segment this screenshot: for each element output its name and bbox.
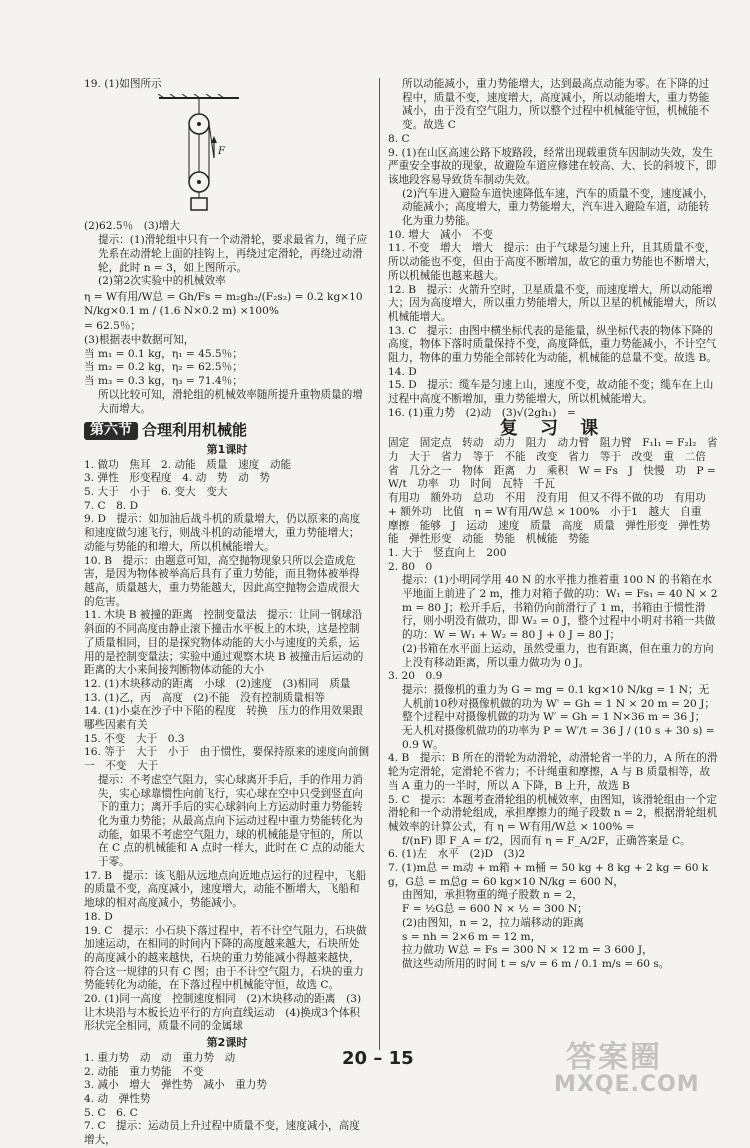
- svg-text:F: F: [218, 145, 225, 157]
- review-item-11: 6. (1)左 水平 (2)D (3)2: [388, 848, 526, 861]
- watermark-logo: [548, 1032, 744, 1102]
- l1-item-16: 19. C 提示：小石块下落过程中，若不计空气阻力，石块做加速运动，在相同的时间内下降的高度越来越大，石块所处的高度减小的越来越快，石块的重力势能减小得越来越快，符合这一规律的只有 C 图；由于不计空气阻力，石块的重力势能转化为动能，在下落过程中机械能守恒，故选 C。: [84, 924, 367, 992]
- q19-heading: 19. (1)如图所示: [84, 78, 162, 90]
- r-item-2: 8. C: [388, 132, 410, 145]
- q19-line-8: 当 m₂ = 0.2 kg，η₂ = 62.5％；: [84, 361, 243, 374]
- review-item-2: 2. 80 0: [388, 560, 433, 573]
- section-badge: 第六节: [84, 422, 138, 440]
- l1-item-15: 18. D: [84, 910, 113, 923]
- l2-item-4: 4. 动 弹性势: [84, 1093, 151, 1105]
- l1-item-3: 5. 大于 小于 6. 变大 变大: [84, 486, 228, 499]
- section-heading: [84, 422, 370, 440]
- q19-line-2: 提示：(1)滑轮组中只有一个动滑轮，要求最省力，绳子应先系在动滑轮上面的挂钩上，再绕过定滑轮，再绕过动滑轮，此时 n = 3，如上图所示。: [98, 234, 368, 274]
- review-item-18: 做这些动所用的时间 t = s/v = 6 m / 0.1 m/s = 60 s。: [402, 958, 670, 970]
- q19-line-7: 当 m₁ = 0.1 kg，η₁ = 45.5％；: [84, 347, 243, 360]
- review-summary-2: 有用功 额外功 总功 不用 没有用 但又不得不做的功 有用功 + 额外功 比值 η = W有用/W总 × 100% 小于1 越大 自重 摩擦 能够 J 运动 速度 质量 高度 质量 弹性形变 弹性势能 弹性形变 动能 势能 机械能 势能: [388, 492, 713, 546]
- l1-item-5: 9. D 提示：如加油后战斗机的质量增大，仍以原来的高度和速度做匀速飞行，则战斗机的动能增大，重力势能增大；动能与势能的和增大，所以机械能增大。: [84, 513, 361, 553]
- column-divider: [379, 78, 380, 1050]
- r-item-10: 15. D 提示：缆车是匀速上山，速度不变，故动能不变；缆车在上山过程中高度不断增加，重力势能增大，所以机械能增大。: [388, 379, 714, 406]
- q19-line-6: (3)根据表中数据可知，: [84, 334, 195, 347]
- l1-item-17: 20. (1)同一高度 控制速度相同 (2)木块移动的距离 (3)让木块沿与木板长边平行的方向直线运动 (4)换成3个体积形状完全相同，质量不同的金属球: [84, 993, 362, 1033]
- q19-line-1: (2)62.5％ (3)增大: [84, 220, 180, 233]
- l1-item-4: 7. C 8. D: [84, 499, 139, 512]
- l1-item-11: 15. 不变 大于 0.3: [84, 732, 185, 745]
- l1-item-7: 11. 木块 B 被撞的距离 控制变量法 提示：让同一钢球沿斜面的不同高度由静止滚下撞击水平板上的木块，这是控制了质量相同，目的是探究物体动能的大小与速度的关系，运用的是控制变量法；实验中通过观察木块 B 被撞击后运动的距离的大小来间接判断物体动能的大小: [84, 609, 364, 677]
- review-item-15: (2)由图知，n = 2，拉力端移动的距离: [402, 916, 584, 929]
- review-title: 复 习 课: [499, 417, 607, 439]
- q19-line-5: = 62.5％；: [84, 320, 142, 333]
- r-item-4: (2)汽车进入避险车道快速降低车速，汽车的质量不变，速度减小，动能减小；高度增大，重力势能增大，汽车进入避险车道，动能转化为重力势能。: [402, 187, 714, 228]
- right-column: [388, 78, 718, 972]
- watermark-line-2: MXQE.COM: [554, 1072, 700, 1097]
- r-item-6: 11. 不变 增大 增大 提示：由于气球是匀速上升，且其质量不变，所以动能也不变，但由于高度不断增加，故它的重力势能也不断增大，所以机械能也越来越大。: [388, 242, 717, 282]
- review-item-1: 1. 大于 竖直向上 200: [388, 546, 507, 559]
- r-item-3: 9. (1)在山区高速公路下坡路段，经常出现载重货车因制动失效，发生严重安全事故的现象，故避险车道应修建在较高、大、长的斜坡下，即该地段容易导致货车制动失效。: [388, 146, 717, 186]
- q19-line-10: 所以比较可知，滑轮组的机械效率随所提升重物质量的增大而增大。: [98, 388, 363, 415]
- l2-item-3: 3. 减小 增大 弹性势 减小 重力势: [84, 1079, 267, 1092]
- review-item-14: F = ½G总 = 600 N × ½ = 300 N；: [402, 903, 588, 916]
- review-item-5: 3. 20 0.9: [388, 670, 443, 683]
- l1-item-10: 14. (1)小桌在沙子中下陷的程度 转换 压力的作用效果跟哪些因素有关: [84, 705, 363, 732]
- l1-item-6: 10. B 提示：由题意可知，高空抛物现象只所以会造成危害，是因为物体被举高后具有了重力势能，而且物体被举得越高，质量越大，重力势能越大，因此高空抛物会造成很大的危害。: [84, 554, 360, 608]
- section-title: 合理利用机械能: [142, 421, 248, 440]
- r-item-9: 14. D: [388, 365, 417, 378]
- review-item-10: f/(nF) 即 F_A = f/2，因而有 η = F_A/2F，正确答案是 C。: [402, 834, 691, 847]
- l1-item-2: 3. 弹性 形变程度 4. 动 势 动 势: [84, 472, 270, 485]
- l2-item-6: 7. C 提示：运动员上升过程中质量不变，速度减小，高度增大，: [84, 1120, 360, 1147]
- review-item-9: 5. C 提示：本题考查滑轮组的机械效率，由图知，该滑轮组由一个定滑轮和一个动滑轮组成，承担摩擦力的绳子段数 n = 2，根据滑轮组机械效率的计算公式，有 η = W有用/W总 × 100% =: [388, 793, 718, 833]
- review-summary-1: 固定 固定点 转动 动力 阻力 动力臂 阻力臂 F₁l₁ = F₂l₂ 省力 大于 省力 等于 不能 改变 省力 等于 改变 重 二倍 省 几分之一 物体 距离 力 乘积 W = Fs J 快慢 功 P = W/t 功率 功 时间 瓦特 千瓦: [388, 437, 718, 491]
- r-item-q16: 16. (1)重力势 (2)动 (3)√(2gh₁) =: [388, 406, 576, 419]
- l1-item-14: 17. B 提示：该飞船从远地点向近地点运行的过程中，飞船的质量不变，高度减小，速度增大，动能不断增大，飞船和地球的相对高度减小，势能减小。: [84, 869, 367, 910]
- r-item-7: 12. B 提示：火箭升空时，卫星质量不变，而速度增大，所以动能增大；因为高度增大，所以重力势能增大，所以卫星的机械能增大，所以机械能增大。: [388, 283, 717, 323]
- q19-line-3: (2)第2次实验中的机械效率: [98, 275, 226, 288]
- review-item-12: 7. (1)m总 = m动 + m箱 + m桶 = 50 kg + 8 kg + 2 kg = 60 kg，G总 = m总g = 60 kg×10 N/kg = 600 N，: [388, 862, 709, 888]
- review-item-16: s = nh = 2×6 m = 12 m，: [402, 930, 542, 943]
- review-item-6: 提示：摄像机的重力为 G = mg = 0.1 kg×10 N/kg = 1 N；无人机前10秒对摄像机做的功为 W′ = Gh = 1 N × 20 m = 20 J；整个过程中对摄像机做的功为 W′ = Gh = 1 N×36 m = 36 J；: [402, 683, 715, 724]
- r-item-8: 13. C 提示：由图中横坐标代表的是能量，纵坐标代表的物体下降的高度，物体下落时质量保持不变，高度降低，重力势能减小，不计空气阻力，物体的重力势能全部转化为动能，机械能的总量不变。故选 B。: [388, 324, 717, 365]
- lesson-2-heading: 第2课时: [206, 1036, 248, 1050]
- review-item-17: 拉力做功 W总 = Fs = 300 N × 12 m = 3 600 J，: [402, 944, 653, 957]
- review-item-7: 无人机对摄像机做功的功率为 P = W′/t = 36 J / (10 s + 30 s) = 0.9 W。: [402, 725, 715, 751]
- l1-item-13: 提示：不考虑空气阻力，实心球离开手后，手的作用力消失，实心球靠惯性向前飞行，实心球在空中只受到竖直向下的重力；离开手后的实心球斜向上方运动时重力势能转化为重力势能；从最高点向下运动过程中重力势能转化为动能，如果不考虑空气阻力，球的机械能是守恒的，所以在 C 点的机械能和 A 点时一样大，此时在 C 点的动能大于零。: [98, 773, 365, 869]
- review-item-13: 由图知，承担物重的绳子股数 n = 2，: [402, 889, 583, 902]
- r-item-1: 所以动能减小，重力势能增大，达到最高点动能为零。在下降的过程中，质量不变，速度增大，高度减小，所以动能增大，重力势能减小，由于没有空气阻力，所以整个过程中机械能守恒，机械能不变。故选 C: [402, 78, 710, 132]
- review-item-8: 4. B 提示：B 所在的滑轮为动滑轮，动滑轮省一半的力，A 所在的滑轮为定滑轮，定滑轮不省力；不计绳重和摩擦，A 与 B 质量相等，故当 A 重力的一半时，所以 A 下降，B 上升，故选 B: [388, 752, 718, 792]
- l1-item-8: 12. (1)木块移动的距离 小球 (2)速度 (3)相同 质量: [84, 677, 351, 690]
- l2-item-5: 5. C 6. C: [84, 1106, 138, 1119]
- l1-item-9: 13. (1)乙，丙 高度 (2)不能 没有控制质量相等: [84, 691, 325, 704]
- left-column: [84, 78, 370, 1148]
- l1-item-12: 16. 等于 大于 小于 由于惯性，要保持原来的速度向前侧一 不变 大于: [84, 746, 370, 773]
- l1-item-1: 1. 做功 焦耳 2. 动能 质量 速度 动能: [84, 458, 292, 471]
- r-item-5: 10. 增大 减小 不变: [388, 228, 493, 241]
- l2-item-1: 1. 重力势 动 动 重力势 动: [84, 1051, 236, 1064]
- pulley-diagram: [144, 94, 254, 214]
- review-item-3: 提示：(1)小明同学用 40 N 的水平推力推着重 100 N 的书箱在水平地面上前进了 2 m，推力对箱子做的功：W₁ = Fs₁ = 40 N × 2 m = 80 J；松开手后，书箱仍向前滑行了 1 m，书箱由于惯性滑行，则小明没有做功，即 W₂ = 0 J，整个过程中小明对书箱一共做的功：W = W₁ + W₂ = 80 J + 0 J = 80 J；: [402, 574, 718, 642]
- page-number: 20 – 15: [342, 1048, 414, 1069]
- q19-formula: η = W有用/W总 = Gh/Fs = m₂gh₂/(F₂s₂) = 0.2 kg×10 N/kg×0.1 m / (1.6 N×0.2 m) ×100%: [84, 290, 363, 317]
- watermark-line-1: 答案圈: [566, 1040, 662, 1075]
- lesson-1-heading: 第1课时: [206, 442, 248, 456]
- review-item-4: (2)书箱在水平面上运动，虽然受重力，也有距离，但在重力的方向上没有移动距离，所以重力做功为 0 J。: [402, 642, 714, 669]
- l2-item-2: 2. 动能 重力势能 不变: [84, 1065, 204, 1078]
- q19-line-9: 当 m₃ = 0.3 kg，η₃ = 71.4％；: [84, 375, 243, 388]
